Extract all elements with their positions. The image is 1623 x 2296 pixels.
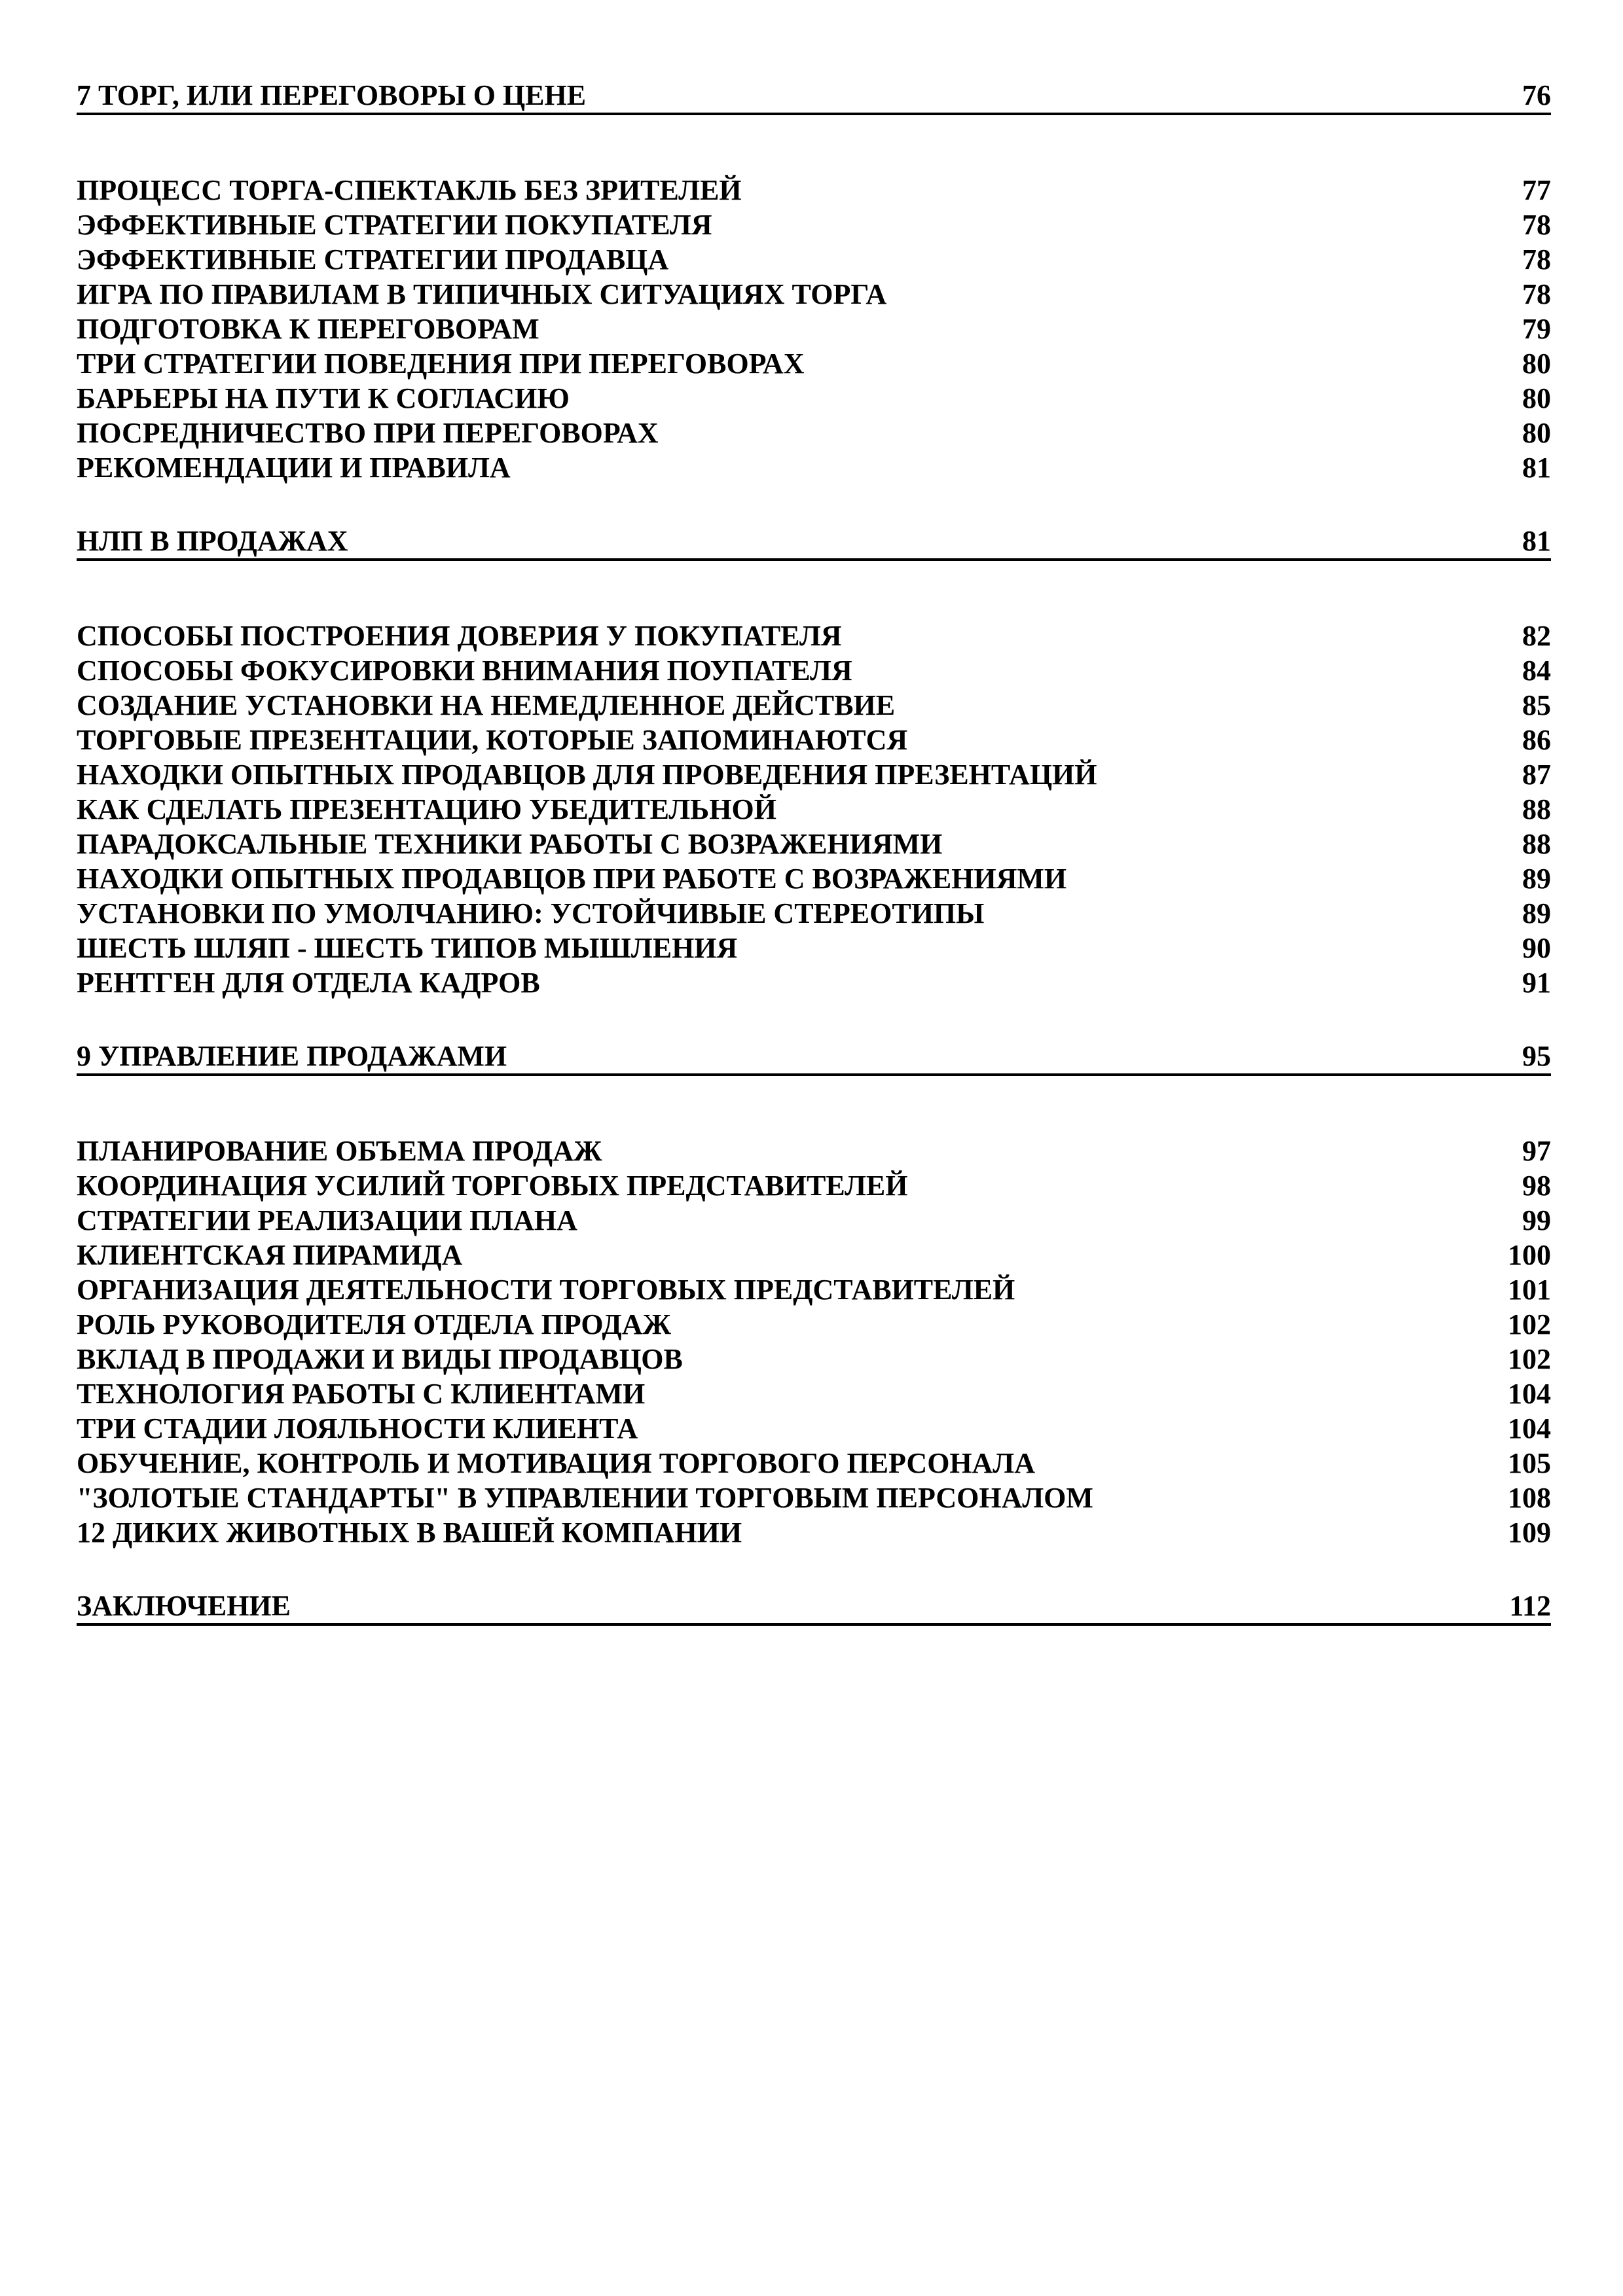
toc-entry[interactable] <box>77 346 1551 381</box>
entry-title: ШЕСТЬ ШЛЯП - ШЕСТЬ ТИПОВ МЫШЛЕНИЯ <box>77 932 738 964</box>
entry-title: НАХОДКИ ОПЫТНЫХ ПРОДАВЦОВ ДЛЯ ПРОВЕДЕНИЯ ПРЕЗЕНТАЦИЙ <box>77 759 1097 791</box>
entry-title: ОРГАНИЗАЦИЯ ДЕЯТЕЛЬНОСТИ ТОРГОВЫХ ПРЕДСТАВИТЕЛЕЙ <box>77 1274 1015 1306</box>
chapter-page-number: 81 <box>1522 525 1551 557</box>
entry-title: СОЗДАНИЕ УСТАНОВКИ НА НЕМЕДЛЕННОЕ ДЕЙСТВИЕ <box>77 689 896 721</box>
entry-title: РЕНТГЕН ДЛЯ ОТДЕЛА КАДРОВ <box>77 967 540 999</box>
chapter-title: ЗАКЛЮЧЕНИЕ <box>77 1590 291 1622</box>
entry-title: ВКЛАД В ПРОДАЖИ И ВИДЫ ПРОДАВЦОВ <box>77 1343 683 1375</box>
entry-title: ПОСРЕДНИЧЕСТВО ПРИ ПЕРЕГОВОРАХ <box>77 417 659 449</box>
entry-title: ПЛАНИРОВАНИЕ ОБЪЕМА ПРОДАЖ <box>77 1135 602 1167</box>
entry-page-number: 82 <box>1522 620 1551 652</box>
toc-entry[interactable] <box>77 1411 1551 1446</box>
entry-title: СПОСОБЫ ФОКУСИРОВКИ ВНИМАНИЯ ПОУПАТЕЛЯ <box>77 655 852 687</box>
toc-entry[interactable] <box>77 827 1551 861</box>
entry-page-number: 104 <box>1508 1412 1551 1444</box>
chapter-heading[interactable] <box>77 1589 1551 1626</box>
entry-page-number: 98 <box>1522 1170 1551 1202</box>
toc-entry[interactable] <box>77 757 1551 792</box>
toc-entry[interactable] <box>77 416 1551 450</box>
chapter-title: 9 УПРАВЛЕНИЕ ПРОДАЖАМИ <box>77 1040 507 1072</box>
toc-entry[interactable] <box>77 1480 1551 1515</box>
toc-entry[interactable] <box>77 277 1551 312</box>
entry-page-number: 108 <box>1508 1482 1551 1514</box>
toc-entry[interactable] <box>77 312 1551 346</box>
chapter-page-number: 76 <box>1522 79 1551 111</box>
entry-page-number: 80 <box>1522 417 1551 449</box>
entry-page-number: 88 <box>1522 828 1551 860</box>
toc-entry[interactable] <box>77 723 1551 757</box>
chapter-heading[interactable] <box>77 524 1551 561</box>
toc-entry[interactable] <box>77 1168 1551 1203</box>
chapter-title: 7 ТОРГ, ИЛИ ПЕРЕГОВОРЫ О ЦЕНЕ <box>77 79 587 111</box>
entry-title: СТРАТЕГИИ РЕАЛИЗАЦИИ ПЛАНА <box>77 1204 577 1236</box>
entry-page-number: 101 <box>1508 1274 1551 1306</box>
chapter-title: НЛП В ПРОДАЖАХ <box>77 525 348 557</box>
entry-title: "ЗОЛОТЫЕ СТАНДАРТЫ" В УПРАВЛЕНИИ ТОРГОВЫМ ПЕРСОНАЛОМ <box>77 1482 1093 1514</box>
toc-entry[interactable] <box>77 653 1551 688</box>
toc-entry[interactable] <box>77 1446 1551 1480</box>
entry-page-number: 80 <box>1522 382 1551 414</box>
toc-entry[interactable] <box>77 931 1551 965</box>
toc-entry[interactable] <box>77 207 1551 242</box>
entry-title: ПОДГОТОВКА К ПЕРЕГОВОРАМ <box>77 313 539 345</box>
toc-entry[interactable] <box>77 1307 1551 1342</box>
entry-page-number: 89 <box>1522 863 1551 895</box>
entry-title: КЛИЕНТСКАЯ ПИРАМИДА <box>77 1239 463 1271</box>
toc-entry[interactable] <box>77 896 1551 931</box>
entry-title: ЭФФЕКТИВНЫЕ СТРАТЕГИИ ПРОДАВЦА <box>77 243 669 276</box>
entry-title: 12 ДИКИХ ЖИВОТНЫХ В ВАШЕЙ КОМПАНИИ <box>77 1516 742 1549</box>
entry-page-number: 100 <box>1508 1239 1551 1271</box>
entry-title: ТЕХНОЛОГИЯ РАБОТЫ С КЛИЕНТАМИ <box>77 1378 646 1410</box>
entry-page-number: 86 <box>1522 724 1551 756</box>
entry-page-number: 84 <box>1522 655 1551 687</box>
entry-title: РЕКОМЕНДАЦИИ И ПРАВИЛА <box>77 452 511 484</box>
entry-title: ТРИ СТРАТЕГИИ ПОВЕДЕНИЯ ПРИ ПЕРЕГОВОРАХ <box>77 348 805 380</box>
toc-entry[interactable] <box>77 861 1551 896</box>
toc-entry[interactable] <box>77 1342 1551 1376</box>
entry-page-number: 91 <box>1522 967 1551 999</box>
toc-entry[interactable] <box>77 381 1551 416</box>
entry-title: ИГРА ПО ПРАВИЛАМ В ТИПИЧНЫХ СИТУАЦИЯХ ТОРГА <box>77 278 887 310</box>
entry-page-number: 89 <box>1522 897 1551 929</box>
entry-title: БАРЬЕРЫ НА ПУТИ К СОГЛАСИЮ <box>77 382 570 414</box>
entry-title: ТОРГОВЫЕ ПРЕЗЕНТАЦИИ, КОТОРЫЕ ЗАПОМИНАЮТСЯ <box>77 724 908 756</box>
toc-entry[interactable] <box>77 1238 1551 1272</box>
chapter-page-number: 112 <box>1509 1590 1551 1622</box>
entry-title: РОЛЬ РУКОВОДИТЕЛЯ ОТДЕЛА ПРОДАЖ <box>77 1308 672 1340</box>
toc-entry[interactable] <box>77 1203 1551 1238</box>
entry-page-number: 102 <box>1508 1343 1551 1375</box>
entry-title: ТРИ СТАДИИ ЛОЯЛЬНОСТИ КЛИЕНТА <box>77 1412 638 1444</box>
chapter-heading[interactable] <box>77 1039 1551 1076</box>
entry-page-number: 78 <box>1522 243 1551 276</box>
entry-page-number: 87 <box>1522 759 1551 791</box>
toc-entry[interactable] <box>77 688 1551 723</box>
entry-title: НАХОДКИ ОПЫТНЫХ ПРОДАВЦОВ ПРИ РАБОТЕ С ВОЗРАЖЕНИЯМИ <box>77 863 1067 895</box>
entry-title: СПОСОБЫ ПОСТРОЕНИЯ ДОВЕРИЯ У ПОКУПАТЕЛЯ <box>77 620 842 652</box>
entry-page-number: 105 <box>1508 1447 1551 1479</box>
chapter-heading[interactable] <box>77 79 1551 115</box>
toc-entry[interactable] <box>77 619 1551 653</box>
entry-title: ПАРАДОКСАЛЬНЫЕ ТЕХНИКИ РАБОТЫ С ВОЗРАЖЕНИЯМИ <box>77 828 943 860</box>
toc-entry[interactable] <box>77 242 1551 277</box>
toc-entry[interactable] <box>77 173 1551 207</box>
entry-page-number: 80 <box>1522 348 1551 380</box>
entry-page-number: 90 <box>1522 932 1551 964</box>
entry-page-number: 81 <box>1522 452 1551 484</box>
chapter-section <box>77 619 1551 1000</box>
entry-title: КАК СДЕЛАТЬ ПРЕЗЕНТАЦИЮ УБЕДИТЕЛЬНОЙ <box>77 793 776 825</box>
entry-page-number: 78 <box>1522 278 1551 310</box>
entry-title: ЭФФЕКТИВНЫЕ СТРАТЕГИИ ПОКУПАТЕЛЯ <box>77 209 712 241</box>
entry-page-number: 78 <box>1522 209 1551 241</box>
entry-page-number: 88 <box>1522 793 1551 825</box>
toc-entry[interactable] <box>77 1515 1551 1550</box>
toc-entry[interactable] <box>77 1272 1551 1307</box>
entry-title: ПРОЦЕСС ТОРГА-СПЕКТАКЛЬ БЕЗ ЗРИТЕЛЕЙ <box>77 174 742 206</box>
entry-page-number: 85 <box>1522 689 1551 721</box>
chapter-section <box>77 1134 1551 1550</box>
entry-page-number: 99 <box>1522 1204 1551 1236</box>
toc-entry[interactable] <box>77 450 1551 485</box>
entry-page-number: 79 <box>1522 313 1551 345</box>
entry-page-number: 102 <box>1508 1308 1551 1340</box>
chapter-page-number: 95 <box>1522 1040 1551 1072</box>
toc-entry[interactable] <box>77 792 1551 827</box>
entry-page-number: 109 <box>1508 1516 1551 1549</box>
entry-title: УСТАНОВКИ ПО УМОЛЧАНИЮ: УСТОЙЧИВЫЕ СТЕРЕОТИПЫ <box>77 897 985 929</box>
toc-entry[interactable] <box>77 965 1551 1000</box>
entry-page-number: 104 <box>1508 1378 1551 1410</box>
toc-entry[interactable] <box>77 1376 1551 1411</box>
entry-title: КООРДИНАЦИЯ УСИЛИЙ ТОРГОВЫХ ПРЕДСТАВИТЕЛЕЙ <box>77 1170 908 1202</box>
toc-entry[interactable] <box>77 1134 1551 1168</box>
entry-page-number: 97 <box>1522 1135 1551 1167</box>
entry-title: ОБУЧЕНИЕ, КОНТРОЛЬ И МОТИВАЦИЯ ТОРГОВОГО ПЕРСОНАЛА <box>77 1447 1035 1479</box>
table-of-contents <box>77 79 1551 1683</box>
entry-page-number: 77 <box>1522 174 1551 206</box>
chapter-section <box>77 173 1551 485</box>
